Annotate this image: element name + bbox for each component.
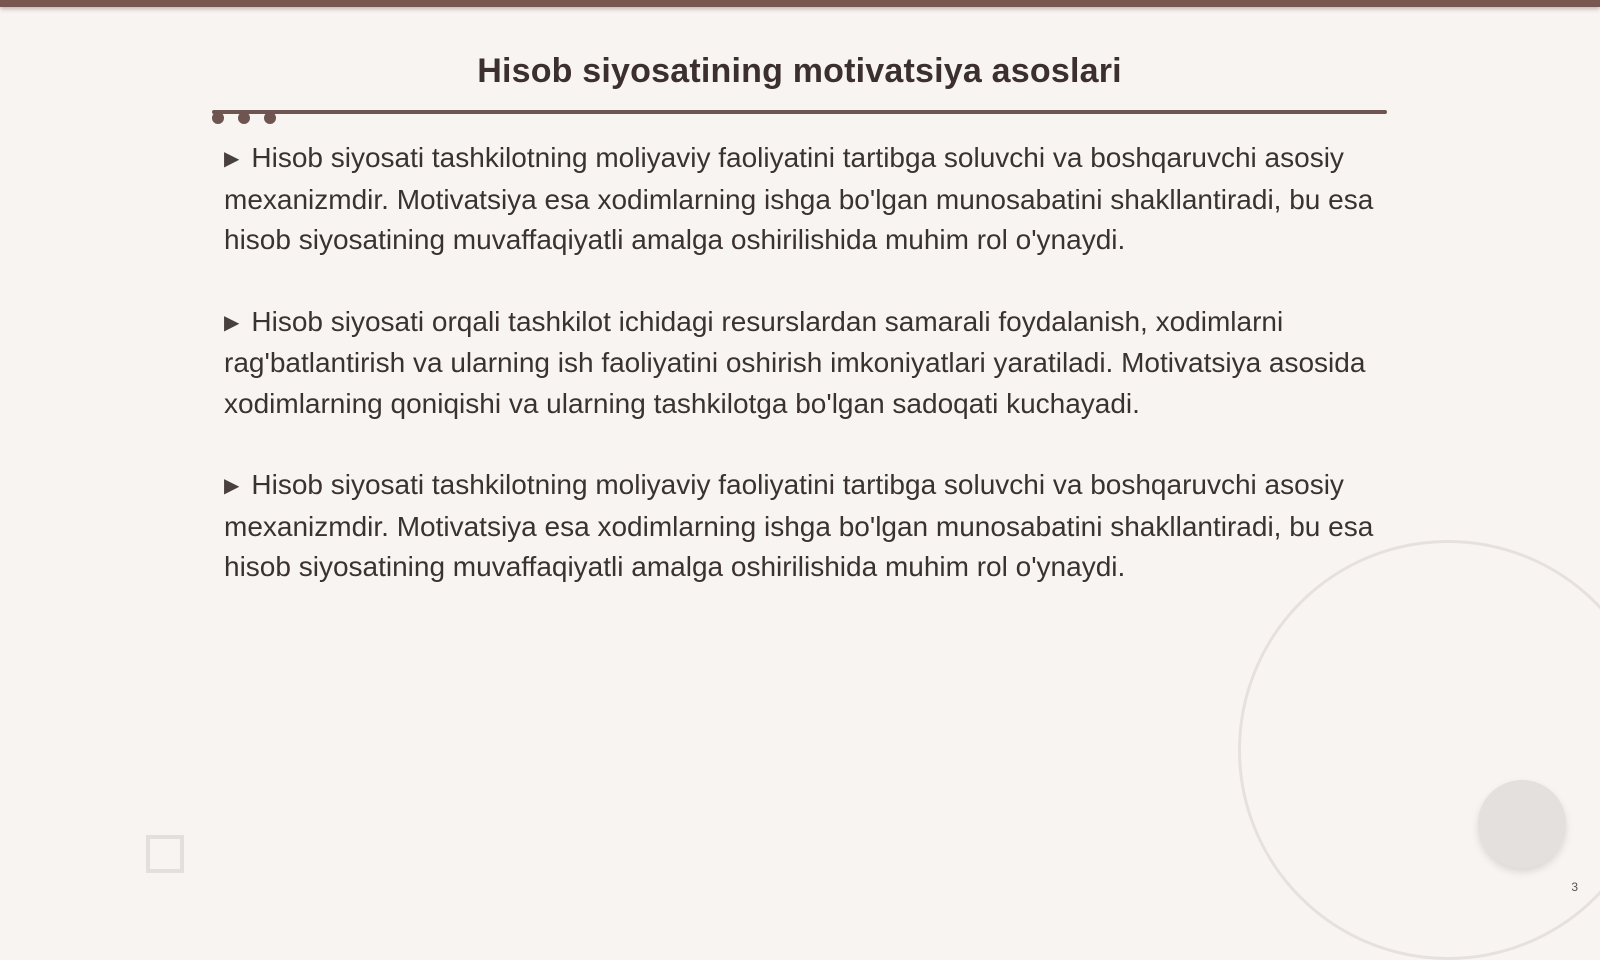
bullet-item — [224, 465, 1374, 588]
decorative-circle-filled — [1478, 780, 1566, 868]
page-number: 3 — [1571, 880, 1578, 894]
bullet-text: Hisob siyosati tashkilotning moliyaviy faoliyatini tartibga soluvchi va boshqaruvchi asosiy mexanizmdir. Motivatsiya esa xodimlarning ishga bo'lgan munosabatini shakllantiradi, bu esa hisob siyosatining muvaffaqiyatli amalga oshirilishida muhim rol o'ynaydi. — [224, 469, 1374, 582]
slide-title: Hisob siyosatining motivatsiya asoslari — [477, 52, 1122, 90]
underline-dot — [238, 112, 250, 124]
bullet-item — [224, 138, 1374, 261]
bullet-arrow-icon: ▶ — [224, 311, 240, 334]
bullet-item — [224, 302, 1374, 425]
underline-dot — [264, 112, 276, 124]
bullet-arrow-icon: ▶ — [224, 475, 240, 497]
bullet-text: Hisob siyosati orqali tashkilot ichidagi resurslardan samarali foydalanish, xodimlarni rag'batlantirish va ularning ish faoliyatini oshirish imkoniyatlari yaratiladi. Motivatsiya asosida xodimlarning qoniqishi va ularning tashkilotga bo'lgan sadoqati kuchayadi. — [224, 305, 1366, 419]
bullet-list — [224, 138, 1374, 629]
top-accent-bar — [0, 0, 1600, 7]
bullet-arrow-icon: ▶ — [224, 148, 240, 170]
underline-dot — [212, 112, 224, 124]
title-underline — [212, 110, 1387, 114]
decorative-square — [146, 835, 184, 873]
bullet-text: Hisob siyosati tashkilotning moliyaviy faoliyatini tartibga soluvchi va boshqaruvchi asosiy mexanizmdir. Motivatsiya esa xodimlarning ishga bo'lgan munosabatini shakllantiradi, bu esa hisob siyosatining muvaffaqiyatli amalga oshirilishida muhim rol o'ynaydi. — [224, 142, 1374, 255]
